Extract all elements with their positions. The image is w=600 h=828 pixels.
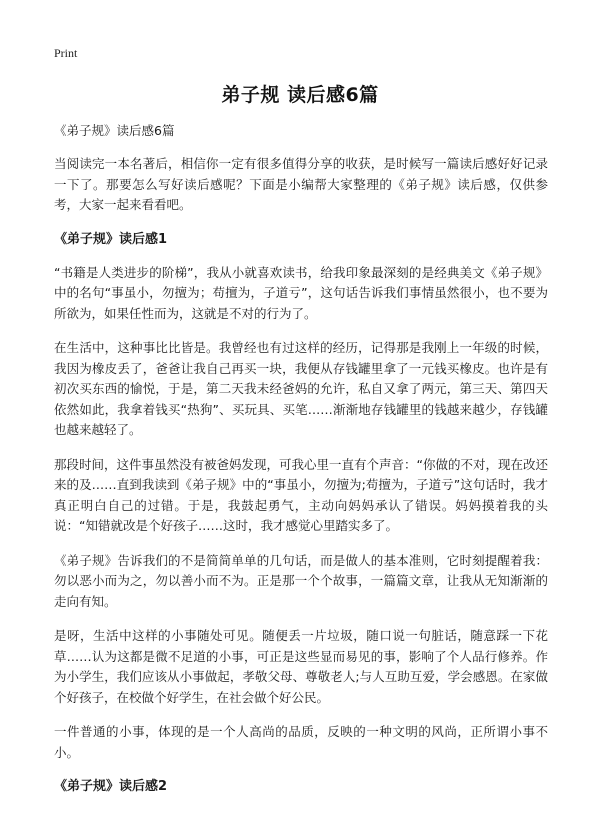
paragraph: “书籍是人类进步的阶梯”，我从小就喜欢读书，给我印象最深刻的是经典美文《弟子规》中的名句“事虽小，勿擅为；苟擅为，子道亏”，这句话告诉我们事情虽然很小，也不要为所欲为，如果任性而为，这就是不对的行为了。 <box>54 264 548 321</box>
paragraph: 是呀，生活中这样的小事随处可见。随便丢一片垃圾，随口说一句脏话，随意踩一下花草……认为这都是微不足道的小事，可正是这些显而易见的事，影响了个人品行修养。作为小学生，我们应该从小事做起，孝敬父母、尊敬老人;与人互助互爱，学会感恩。在家做个好孩子，在校做个好学生，在社会做个好公民。 <box>54 628 548 705</box>
intro-paragraph: 当阅读完一本名著后，相信你一定有很多值得分享的收获，是时候写一篇读后感好好记录一下了。那要怎么写好读后感呢？下面是小编帮大家整理的《弟子规》读后感，仅供参考，大家一起来看看吧。 <box>54 156 548 212</box>
article-subtitle: 《弟子规》读后感6篇 <box>54 123 175 138</box>
paragraph: 在生活中，这种事比比皆是。我曾经也有过这样的经历，记得那是我刚上一年级的时候，我因为橡皮丢了，爸爸让我自己再买一块，我便从存钱罐里拿了一元钱买橡皮。也许是有初次买东西的愉悦，于是，第二天我未经爸妈的允许，私自又拿了两元，第三天、第四天依然如此，我拿着钱买“热狗”、买玩具、买笔……渐渐地存钱罐里的钱越来越少，存钱罐也越来越轻了。 <box>54 340 548 437</box>
print-label: Print <box>54 46 78 60</box>
section-heading-1: 《弟子规》读后感1 <box>54 231 168 247</box>
article-body <box>54 121 548 810</box>
paragraph: 那段时间，这件事虽然没有被爸妈发现，可我心里一直有个声音：“你做的不对，现在改还来的及……直到我读到《弟子规》中的“事虽小，勿擅为;苟擅为，子道亏”这句话时，我才真正明白自己的过错。于是，我鼓起勇气，主动向妈妈承认了错误。妈妈摸着我的头说：“知错就改是个好孩子……这时，我才感觉心里踏实多了。 <box>54 456 548 533</box>
paragraph: 《弟子规》告诉我们的不是简简单单的几句话，而是做人的基本准则，它时刻提醒着我：勿以恶小而为之，勿以善小而不为。正是那一个个故事，一篇篇文章，让我从无知渐渐的走向有知。 <box>54 552 548 609</box>
page-title: 弟子规 读后感6篇 <box>221 84 379 106</box>
section-heading-2: 《弟子规》读后感2 <box>54 779 168 794</box>
paragraph: 一件普通的小事，体现的是一个人高尚的品质，反映的一种文明的风尚，正所谓小事不小。 <box>54 724 548 760</box>
